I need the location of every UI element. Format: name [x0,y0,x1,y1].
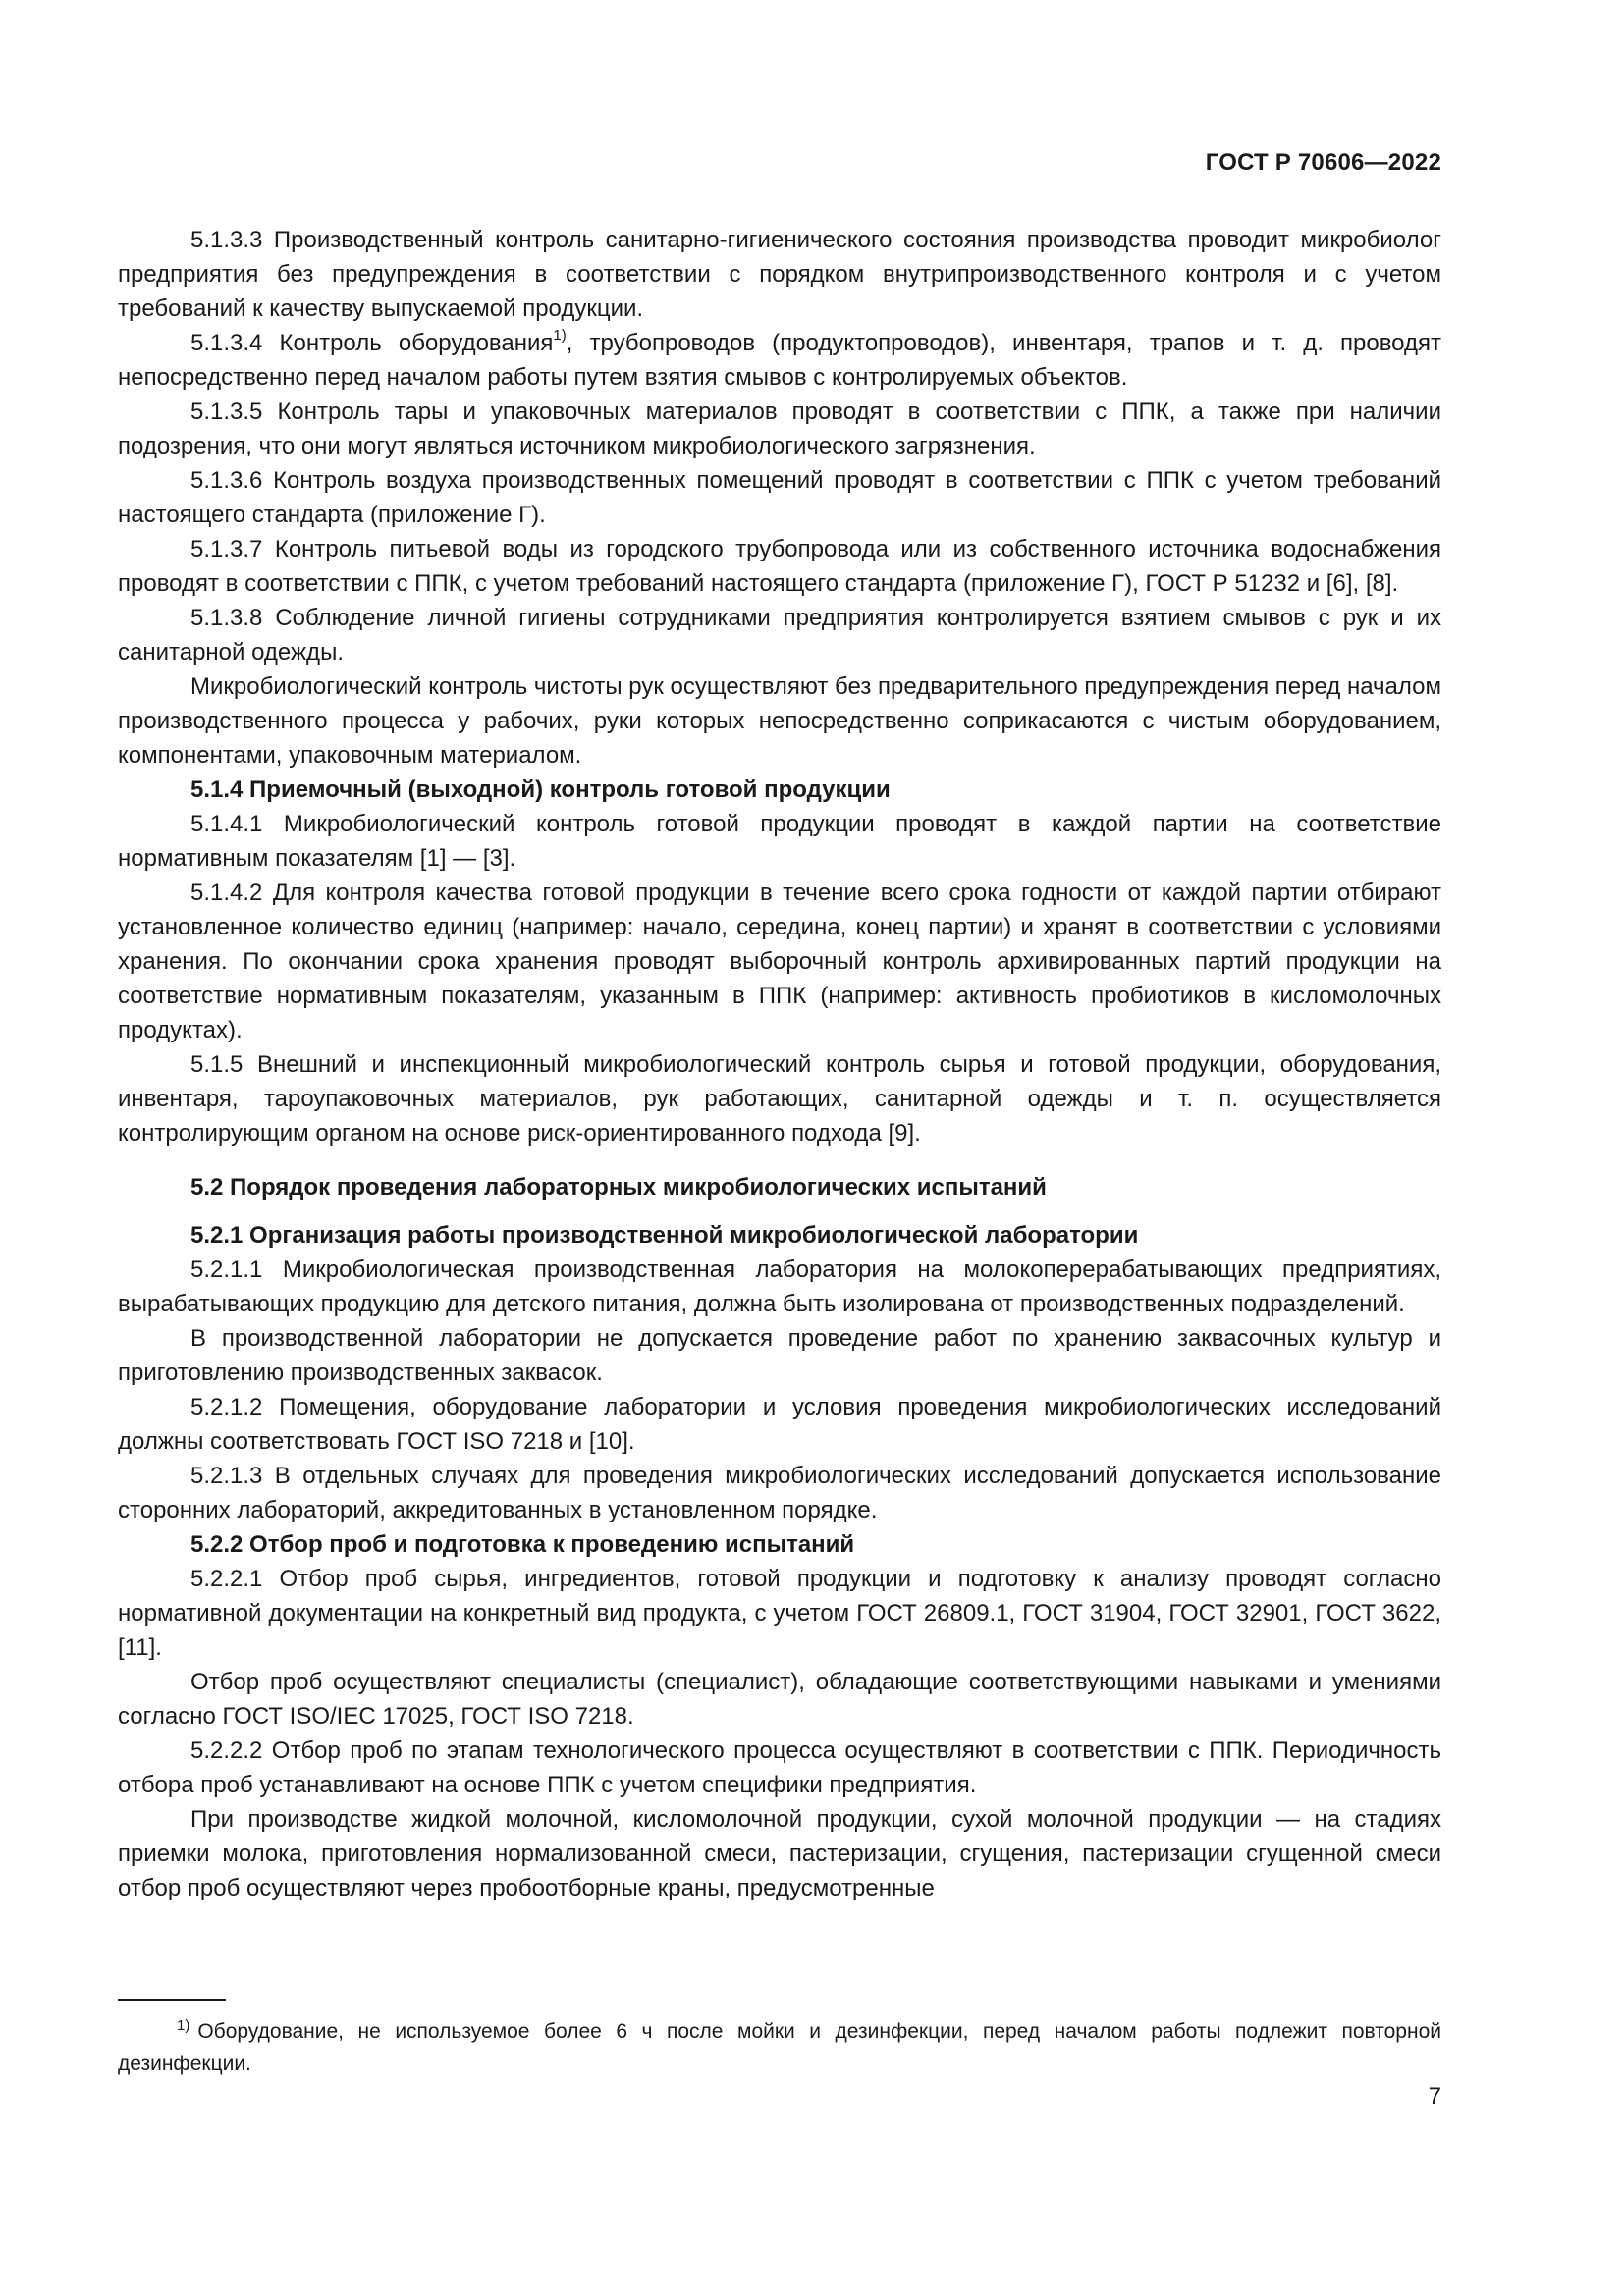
footnote-divider [118,1999,226,2001]
page-number: 7 [1428,2083,1441,2109]
section-heading-5-2-1: 5.2.1 Организация работы производственной микробиологической лаборатории [190,1222,1139,1249]
paragraph-hand-hygiene: Микробиологический контроль чистоты рук осуществляют без предварительного предупреждения перед началом производственного процесса у рабочих, руки которых непосредственно соприкасаются с чистым оборудованием, компонентами, упаковочным материалом. [118,673,1441,769]
paragraph-lab-restrictions: В производственной лаборатории не допускается проведение работ по хранению заквасочных культур и приготовлению производственных заквасок. [118,1325,1441,1386]
paragraph-5-2-1-3: 5.2.1.3 В отдельных случаях для проведения микробиологических исследований допускается использование сторонних лабораторий, аккредитованных в установленном порядке. [118,1463,1441,1523]
document-body [118,223,1441,1905]
paragraph-sampling-specialists: Отбор проб осуществляют специалисты (специалист), обладающие соответствующими навыками и умениями согласно ГОСТ ISO/IEC 17025, ГОСТ ISO 7218. [118,1669,1441,1730]
paragraph-5-1-4-2: 5.1.4.2 Для контроля качества готовой продукции в течение всего срока годности от каждой партии отбирают установленное количество единиц (например: начало, середина, конец партии) и хранят в соответствии с условиями хранения. По окончании срока хранения проводят выборочный контроль архивированных партий продукции на соответствие нормативным показателям, указанным в ППК (например: активность пробиотиков в кисломолочных продуктах). [118,880,1441,1043]
section-heading-5-2-2: 5.2.2 Отбор проб и подготовка к проведению испытаний [190,1531,855,1558]
footnote [118,2016,1441,2079]
document-code-header: ГОСТ Р 70606—2022 [1205,149,1441,176]
paragraph-5-1-4-1: 5.1.4.1 Микробиологический контроль готовой продукции проводят в каждой партии на соответствие нормативным показателям [1] — [3]. [118,811,1441,872]
paragraph-5-2-2-1: 5.2.2.1 Отбор проб сырья, ингредиентов, готовой продукции и подготовку к анализу проводят согласно нормативной документации на конкретный вид продукта, с учетом ГОСТ 26809.1, ГОСТ 31904, ГОСТ 32901, ГОСТ 3622, [11]. [118,1566,1441,1661]
section-heading-5-2: 5.2 Порядок проведения лабораторных микробиологических испытаний [190,1174,1047,1201]
paragraph-5-2-2-2: 5.2.2.2 Отбор проб по этапам технологического процесса осуществляют в соответствии с ППК. Периодичность отбора проб устанавливают на основе ППК с учетом специфики предприятия. [118,1737,1441,1798]
footnote-marker: 1) [177,2017,190,2034]
paragraph-text: 5.1.3.4 Контроль оборудования [190,330,554,356]
paragraph-5-1-3-8: 5.1.3.8 Соблюдение личной гигиены сотрудниками предприятия контролируется взятием смывов с рук и их санитарной одежды. [118,605,1441,666]
paragraph-5-1-3-3: 5.1.3.3 Производственный контроль санитарно-гигиенического состояния производства проводит микробиолог предприятия без предупреждения в соответствии с порядком внутрипроизводственного контроля и с учетом требований к качеству выпускаемой продукции. [118,227,1441,322]
paragraph-5-1-5: 5.1.5 Внешний и инспекционный микробиологический контроль сырья и готовой продукции, оборудования, инвентаря, тароупаковочных материалов, рук работающих, санитарной одежды и т. п. осуществляется контролирующим органом на основе риск-ориентированного подхода [9]. [118,1051,1441,1147]
paragraph-text: , трубопроводов (продуктопроводов), инвентаря, трапов и т. д. проводят непосредственно перед началом работы путем взятия смывов с контролируемых объектов. [118,330,1441,391]
section-heading-5-1-4: 5.1.4 Приемочный (выходной) контроль готовой продукции [190,776,891,803]
paragraph-5-1-3-7: 5.1.3.7 Контроль питьевой воды из городского трубопровода или из собственного источника водоснабжения проводят в соответствии с ППК, с учетом требований настоящего стандарта (приложение Г), ГОСТ Р 51232 и [6], [8]. [118,536,1441,597]
paragraph-liquid-products-sampling: При производстве жидкой молочной, кисломолочной продукции, сухой молочной продукции — на стадиях приемки молока, приготовления нормализованной смеси, пастеризации, сгущения, пастеризации сгущенной смеси отбор проб осуществляют через пробоотборные краны, предусмотренные [118,1806,1441,1901]
footnote-reference[interactable]: 1) [553,327,567,344]
paragraph-5-1-3-5: 5.1.3.5 Контроль тары и упаковочных материалов проводят в соответствии с ППК, а также при наличии подозрения, что они могут являться источником микробиологического загрязнения. [118,399,1441,459]
paragraph-5-1-3-4 [118,326,1441,395]
paragraph-5-2-1-1: 5.2.1.1 Микробиологическая производственная лаборатория на молокоперерабатывающих предприятиях, вырабатывающих продукцию для детского питания, должна быть изолирована от производственных подразделений. [118,1256,1441,1317]
footnote-text: Оборудование, не используемое более 6 ч после мойки и дезинфекции, перед началом работы подлежит повторной дезинфекции. [118,2020,1441,2075]
paragraph-5-2-1-2: 5.2.1.2 Помещения, оборудование лаборатории и условия проведения микробиологических исследований должны соответствовать ГОСТ ISO 7218 и [10]. [118,1394,1441,1455]
paragraph-5-1-3-6: 5.1.3.6 Контроль воздуха производственных помещений проводят в соответствии с ППК с учетом требований настоящего стандарта (приложение Г). [118,467,1441,528]
